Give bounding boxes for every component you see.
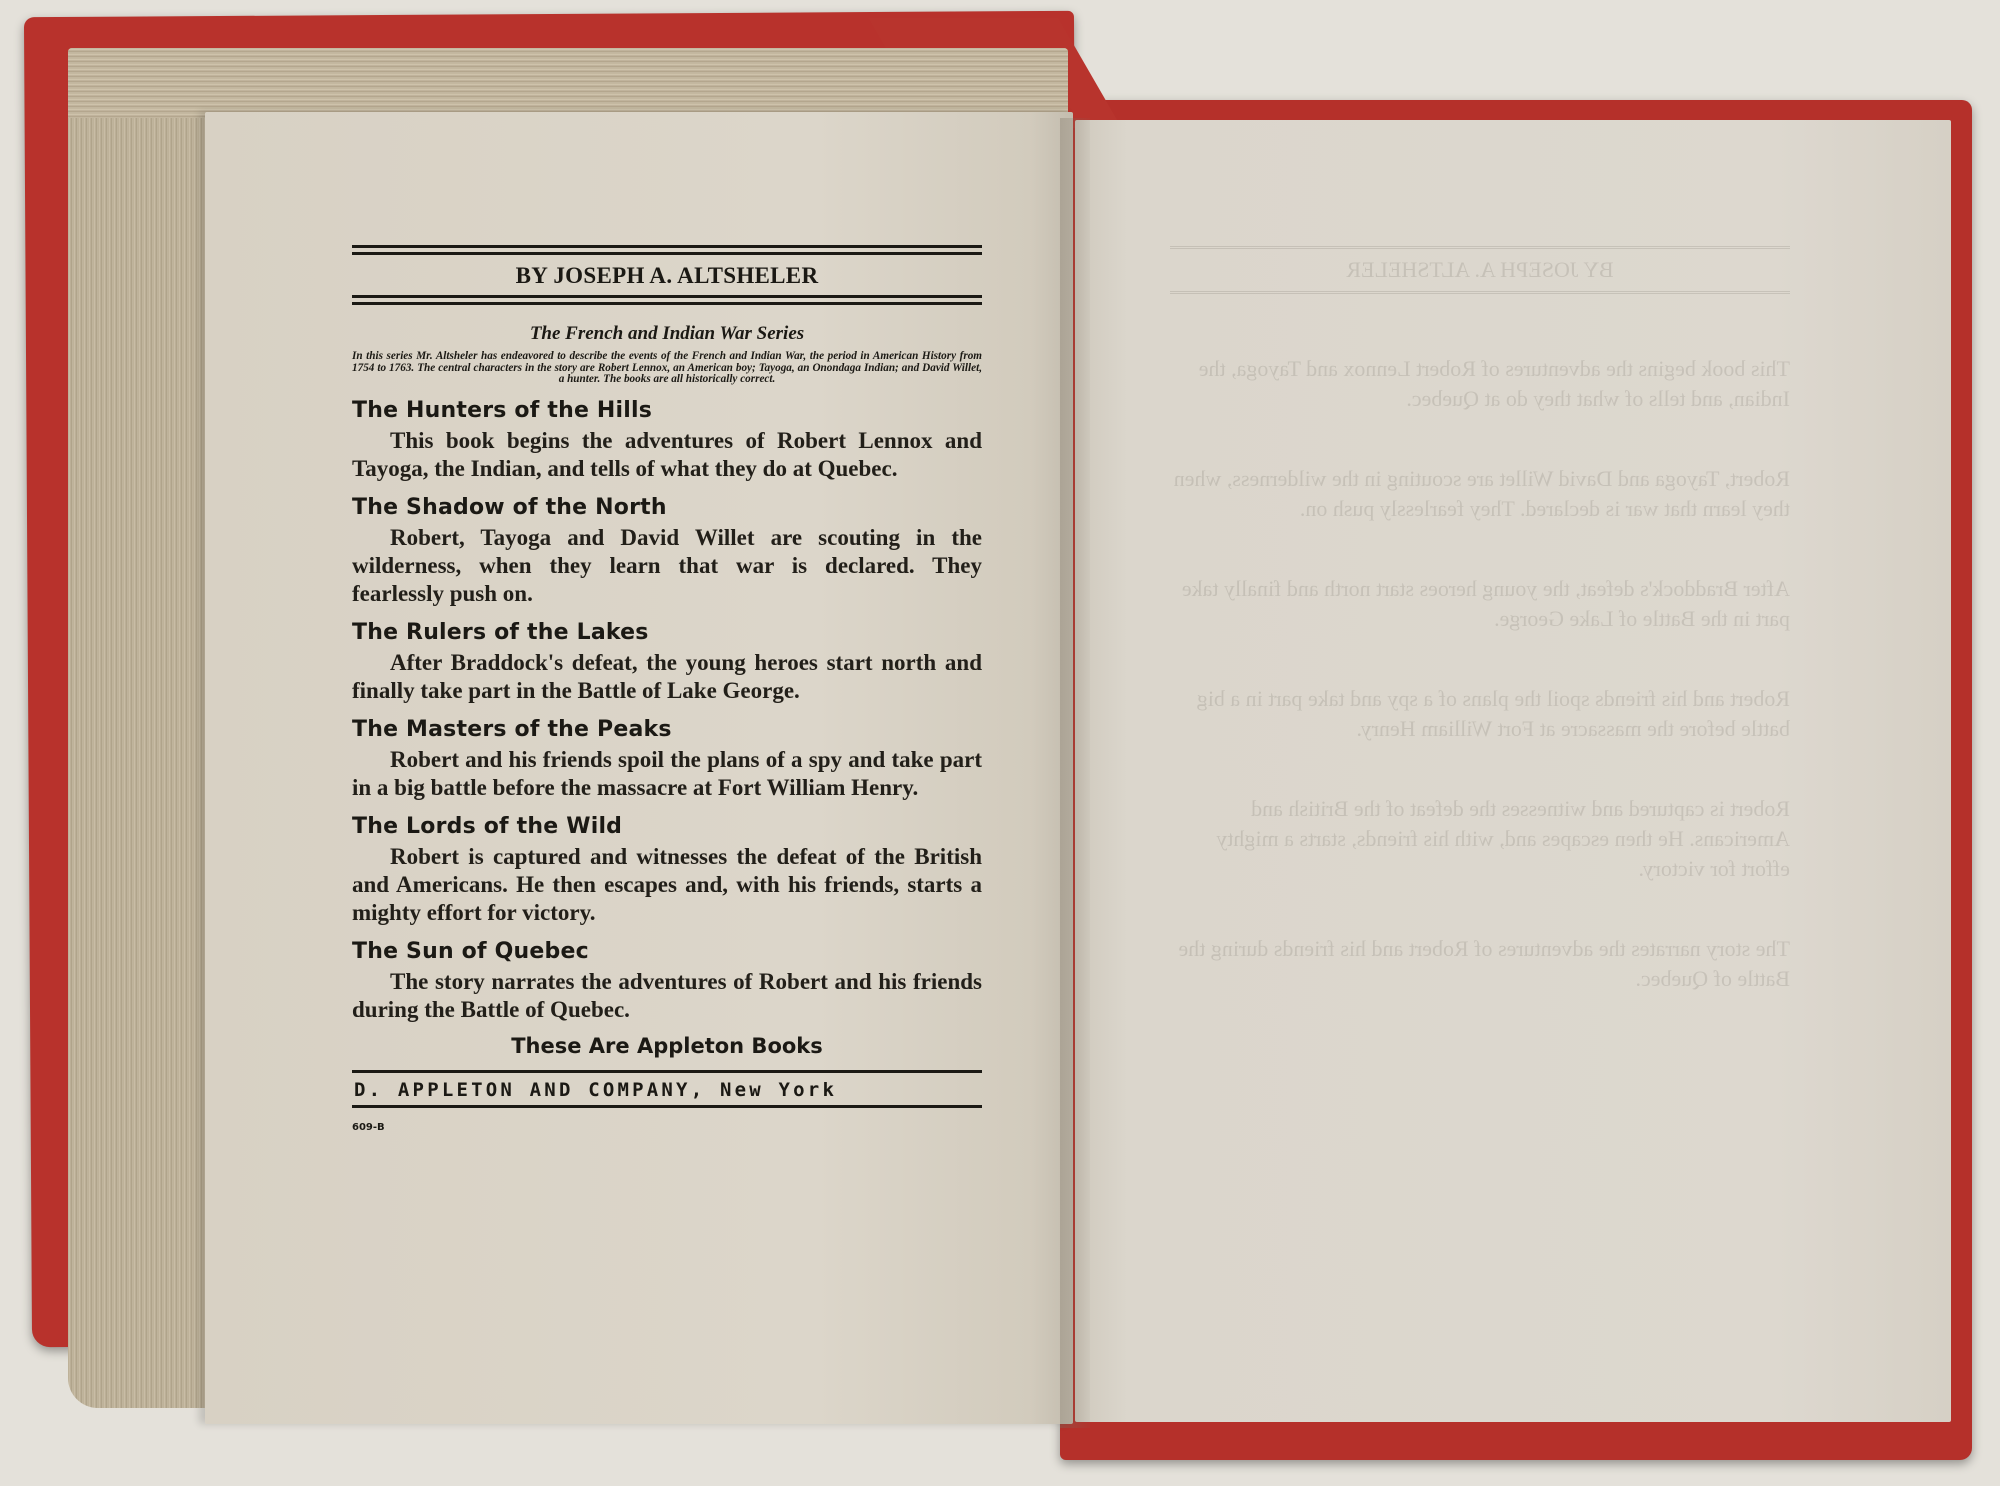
publisher-tagline: These Are Appleton Books (511, 1033, 823, 1058)
book-title: The Rulers of the Lakes (352, 619, 649, 645)
book-description: Robert, Tayoga and David Willet are scouting in the wilderness, when they learn that war is declared. They fearlessly push on. (352, 524, 982, 606)
book-description: After Braddock's defeat, the young heroes start north and finally take part in the Battle of Lake George. (352, 649, 982, 703)
catalog-code: 609-B (352, 1121, 385, 1133)
series-title: The French and Indian War Series (529, 323, 805, 344)
show-through-desc: Robert and his friends spoil the plans of a spy and take part in a big battle before the massacre at Fort William Henry. (1196, 686, 1790, 741)
publisher-imprint: D. APPLETON AND COMPANY, New York (352, 1070, 982, 1108)
book-description: This book begins the adventures of Robert Lennox and Tayoga, the Indian, and tells of what they do at Quebec. (352, 427, 982, 481)
show-through-books (1170, 354, 1790, 994)
book-title: The Shadow of the North (352, 494, 667, 520)
book-description: The story narrates the adventures of Robert and his friends during the Battle of Quebec. (352, 968, 982, 1022)
printed-page-content (352, 245, 982, 1133)
show-through-desc: The story narrates the adventures of Robert and his friends during the Battle of Quebec. (1178, 936, 1790, 991)
book-entry (352, 620, 982, 705)
show-through-desc: Robert is captured and witnesses the defeat of the British and Americans. He then escapes and, with his friends, starts a mighty effort for victory. (1216, 796, 1790, 881)
book-gutter (1060, 118, 1090, 1428)
book-entry (352, 495, 982, 608)
show-through-text (1170, 240, 1790, 1190)
book-title: The Sun of Quebec (352, 938, 589, 964)
book-entry (352, 398, 982, 483)
book-title: The Lords of the Wild (352, 813, 623, 839)
top-rule (352, 245, 982, 255)
show-through-byline: BY JOSEPH A. ALTSHELER (1346, 257, 1614, 282)
byline-rule (352, 295, 982, 305)
book-entry (352, 939, 982, 1024)
show-through-desc: After Braddock's defeat, the young heroes start north and finally take part in the Battle of Lake George. (1181, 576, 1790, 631)
book-description: Robert is captured and witnesses the defeat of the British and Americans. He then escapes and, with his friends, starts a mighty effort for victory. (352, 843, 982, 925)
book-title: The Hunters of the Hills (352, 397, 653, 423)
show-through-desc: This book begins the adventures of Robert Lennox and Tayoga, the Indian, and tells of what they do at Quebec. (1198, 356, 1790, 411)
author-byline: BY JOSEPH A. ALTSHELER (515, 263, 819, 288)
book-entry (352, 717, 982, 802)
show-through-desc: Robert, Tayoga and David Willet are scouting in the wilderness, when they learn that war is declared. They fearlessly push on. (1173, 466, 1790, 521)
book-description: Robert and his friends spoil the plans of a spy and take part in a big battle before the massacre at Fort William Henry. (352, 746, 982, 800)
series-intro: In this series Mr. Altsheler has endeavored to describe the events of the French and Indian War, the period in American History from 1754 to 1763. The central characters in the story are Robert Lennox, an American boy; Tayoga, an Onondaga Indian; and David Willet, a hunter. The books are all historically correct. (352, 350, 982, 385)
page-edges-top (68, 48, 1068, 118)
book-entry (352, 814, 982, 927)
book-title: The Masters of the Peaks (352, 716, 672, 742)
